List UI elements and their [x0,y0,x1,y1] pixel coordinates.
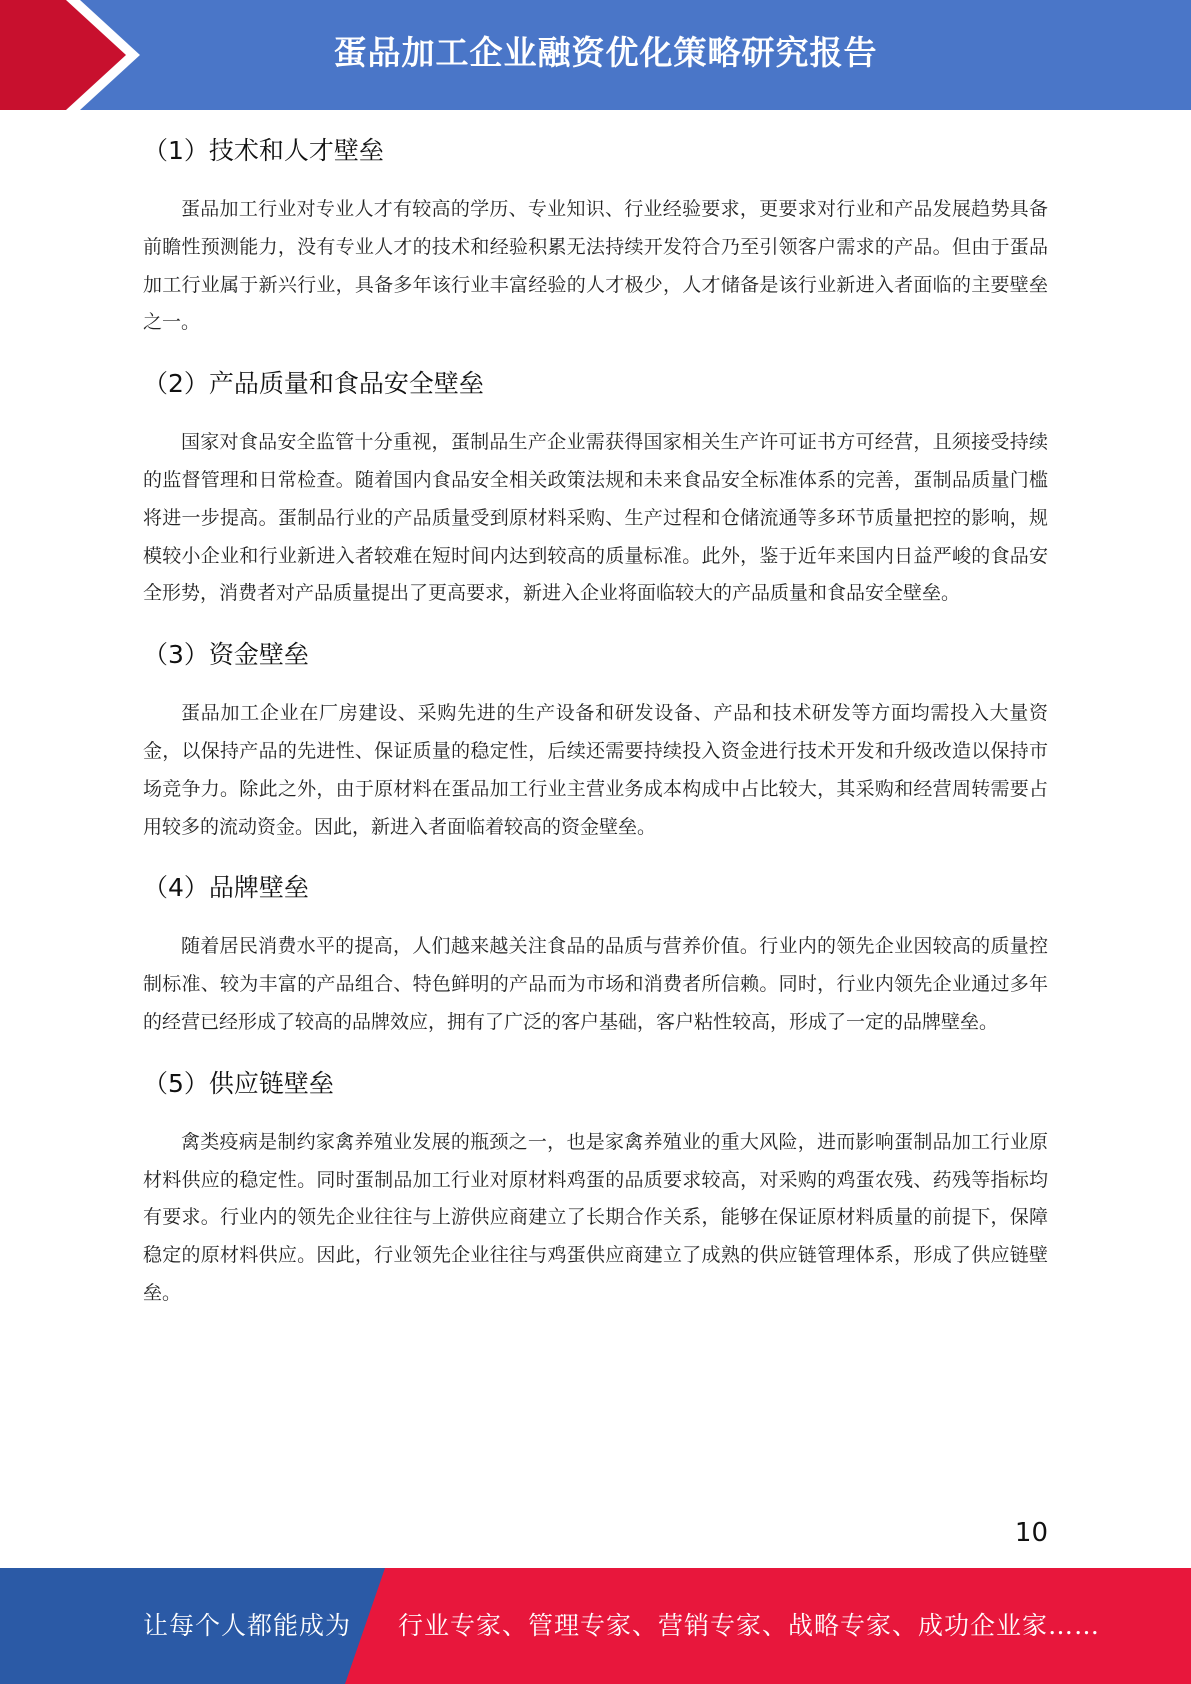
section-heading-quality-barrier: （2）产品质量和食品安全壁垒 [143,369,484,399]
footer-slogan-left: 让每个人都能成为 [143,1611,352,1640]
page-number: 10 [1014,1518,1048,1548]
report-footer [0,1568,1191,1684]
section-paragraph-quality-barrier: 国家对食品安全监管十分重视，蛋制品生产企业需获得国家相关生产许可证书方可经营，且须接受持续的监督管理和日常检查。随着国内食品安全相关政策法规和未来食品安全标准体系的完善，蛋制品质量门槛将进一步提高。蛋制品行业的产品质量受到原材料采购、生产过程和仓储流通等多环节质量把控的影响，规模较小企业和行业新进入者较难在短时间内达到较高的质量标准。此外，鉴于近年来国内日益严峻的食品安全形势，消费者对产品质量提出了更高要求，新进入企业将面临较大的产品质量和食品安全壁垒。 [143,431,1048,605]
section-paragraph-talent-barrier: 蛋品加工行业对专业人才有较高的学历、专业知识、行业经验要求，更要求对行业和产品发展趋势具备前瞻性预测能力，没有专业人才的技术和经验积累无法持续开发符合乃至引领客户需求的产品。但由于蛋品加工行业属于新兴行业，具备多年该行业丰富经验的人才极少，人才储备是该行业新进入者面临的主要壁垒之一。 [143,198,1048,334]
section-heading-talent-barrier: （1）技术和人才壁垒 [143,136,384,165]
section-paragraph-capital-barrier: 蛋品加工企业在厂房建设、采购先进的生产设备和研发设备、产品和技术研发等方面均需投入大量资金，以保持产品的先进性、保证质量的稳定性，后续还需要持续投入资金进行技术开发和升级改造以保持市场竞争力。除此之外，由于原材料在蛋品加工行业主营业务成本构成中占比较大，其采购和经营周转需要占用较多的流动资金。因此，新进入者面临着较高的资金壁垒。 [143,702,1048,838]
section-heading-brand-barrier: （4）品牌壁垒 [143,873,309,903]
section-heading-supply-chain-barrier: （5）供应链壁垒 [143,1068,334,1098]
section-paragraph-brand-barrier: 随着居民消费水平的提高，人们越来越关注食品的品质与营养价值。行业内的领先企业因较高的质量控制标准、较为丰富的产品组合、特色鲜明的产品而为市场和消费者所信赖。同时，行业内领先企业通过多年的经营已经形成了较高的品牌效应，拥有了广泛的客户基础，客户粘性较高，形成了一定的品牌壁垒。 [143,935,1048,1033]
header-arrow-decoration [0,0,160,110]
section-heading-capital-barrier: （3）资金壁垒 [143,640,309,670]
document-body [143,125,1048,1313]
report-title: 蛋品加工企业融资优化策略研究报告 [333,33,878,72]
report-header [0,0,1191,110]
footer-slogan-right: 行业专家、管理专家、营销专家、战略专家、成功企业家…… [398,1611,1101,1640]
section-paragraph-supply-chain-barrier: 禽类疫病是制约家禽养殖业发展的瓶颈之一，也是家禽养殖业的重大风险，进而影响蛋制品加工行业原材料供应的稳定性。同时蛋制品加工行业对原材料鸡蛋的品质要求较高，对采购的鸡蛋农残、药残等指标均有要求。行业内的领先企业往往与上游供应商建立了长期合作关系，能够在保证原材料质量的前提下，保障稳定的原材料供应。因此，行业领先企业往往与鸡蛋供应商建立了成熟的供应链管理体系，形成了供应链壁垒。 [143,1130,1048,1304]
